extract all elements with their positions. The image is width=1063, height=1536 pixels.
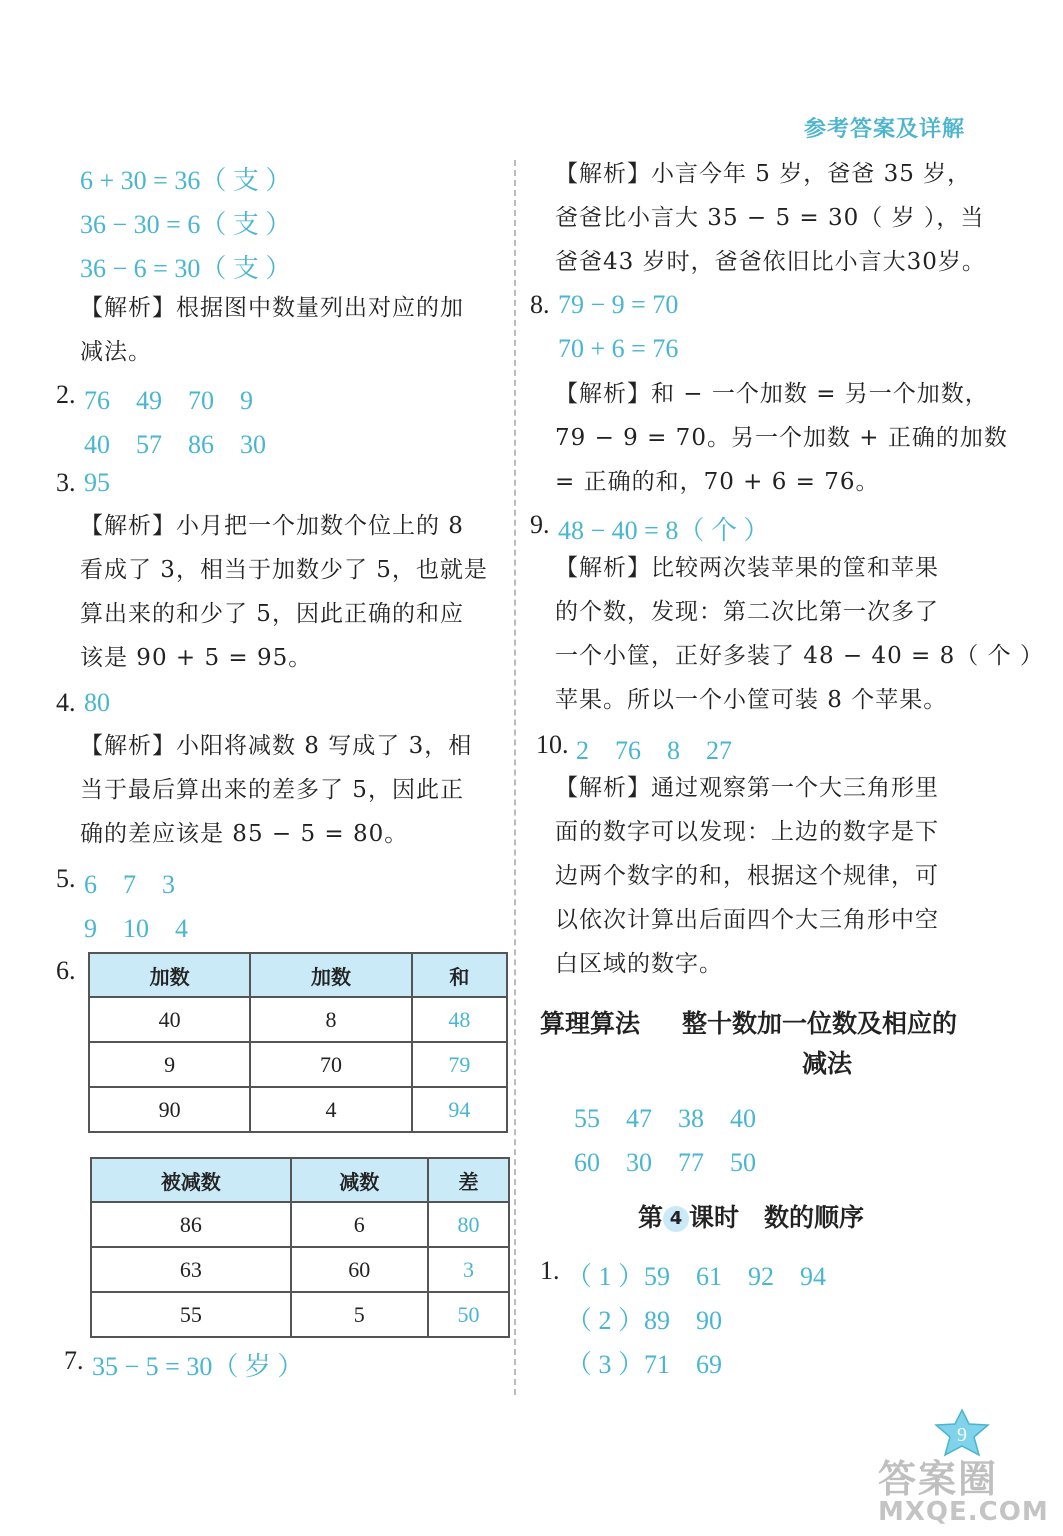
table-cell: 60 [291, 1247, 428, 1292]
question-10-explanation-line-2: 面的数字可以发现：上边的数字是下 [555, 819, 939, 845]
table-cell: 86 [91, 1202, 291, 1247]
table-header: 和 [412, 953, 507, 997]
equation-2: 36 − 30 = 6（ 支 ） [80, 210, 292, 239]
table-cell: 55 [91, 1292, 291, 1337]
question-7-explanation-line-2: 爸爸比小言大 35 − 5 = 30（ 岁 ），当 [555, 205, 985, 231]
question-5-number: 5. [56, 864, 76, 893]
question-10-answer: 2 76 8 27 [576, 736, 733, 765]
question-8-explanation-line-3: = 正确的和，70 + 6 = 76。 [555, 469, 880, 495]
question-9-number: 9. [530, 510, 550, 539]
table-answer-cell: 3 [428, 1247, 509, 1292]
table-header: 减数 [291, 1158, 428, 1202]
lesson-question-1-part-1: （ 1 ）59 61 92 94 [566, 1262, 827, 1291]
table-row [89, 1087, 507, 1132]
table-cell: 6 [291, 1202, 428, 1247]
table-answer-cell: 50 [428, 1292, 509, 1337]
table-row [91, 1202, 509, 1247]
question-3-answer: 95 [84, 468, 110, 497]
question-8-explanation-line-1: 【解析】和 − 一个加数 = 另一个加数， [555, 381, 989, 407]
question-10-explanation-line-1: 【解析】通过观察第一个大三角形里 [555, 775, 939, 801]
question-3-explanation-line-4: 该是 90 + 5 = 95。 [80, 645, 313, 671]
section-title-label: 算理算法 [540, 1009, 641, 1038]
question-9-explanation-line-2: 的个数，发现：第二次比第一次多了 [555, 599, 939, 625]
table-answer-cell: 79 [412, 1042, 507, 1087]
table-row [91, 1247, 509, 1292]
watermark [878, 1448, 1049, 1527]
question-9-explanation-line-3: 一个小筐，正好多装了 48 − 40 = 8（ 个 ） [555, 643, 1044, 669]
watermark-logo-text: 答案圈 [878, 1457, 999, 1501]
table-header: 差 [428, 1158, 509, 1202]
table-cell: 9 [89, 1042, 250, 1087]
question-10-number: 10. [536, 730, 569, 759]
table-cell: 40 [89, 997, 250, 1042]
question-3-explanation-line-3: 算出来的和少了 5，因此正确的和应 [80, 601, 464, 627]
question-8-answer-2: 70 + 6 = 76 [558, 334, 679, 363]
lesson-question-1-part-2: （ 2 ）89 90 [566, 1306, 723, 1335]
table-header: 被减数 [91, 1158, 291, 1202]
table-cell: 70 [250, 1042, 411, 1087]
question-6-number: 6. [56, 956, 76, 985]
table-row [89, 1042, 507, 1087]
table-cell: 63 [91, 1247, 291, 1292]
question-4-number: 4. [56, 688, 76, 717]
table-answer-cell: 80 [428, 1202, 509, 1247]
question-7-explanation-line-1: 【解析】小言今年 5 岁，爸爸 35 岁， [555, 161, 972, 187]
question-2-answer-row-1: 76 49 70 9 [84, 386, 254, 415]
question-5-answer-row-1: 6 7 3 [84, 870, 176, 899]
question-10-explanation-line-3: 边两个数字的和，根据这个规律，可 [555, 863, 939, 889]
question-8-answer-1: 79 − 9 = 70 [558, 290, 679, 319]
table-answer-cell: 94 [412, 1087, 507, 1132]
question-3-number: 3. [56, 468, 76, 497]
question-4-explanation-line-3: 确的差应该是 85 − 5 = 80。 [80, 821, 409, 847]
lesson-question-1-part-3: （ 3 ）71 69 [566, 1350, 723, 1379]
lesson-suffix: 课时 数的顺序 [689, 1203, 865, 1232]
subtraction-table [90, 1157, 510, 1338]
question-7-number: 7. [64, 1346, 84, 1375]
table-cell: 90 [89, 1087, 250, 1132]
question-9-answer: 48 − 40 = 8（ 个 ） [558, 516, 770, 545]
question-10-explanation-line-5: 白区域的数字。 [555, 951, 723, 977]
question-9-explanation-line-1: 【解析】比较两次装苹果的筐和苹果 [555, 555, 939, 581]
page-header: 参考答案及详解 [804, 116, 966, 142]
section-answer-row-1: 55 47 38 40 [574, 1104, 757, 1133]
explanation-1-line-1: 【解析】根据图中数量列出对应的加 [80, 295, 464, 321]
table-cell: 5 [291, 1292, 428, 1337]
question-9-explanation-line-4: 苹果。所以一个小筐可装 8 个苹果。 [555, 687, 948, 713]
equation-1: 6 + 30 = 36（ 支 ） [80, 166, 292, 195]
lesson-title [638, 1198, 864, 1234]
question-5-answer-row-2: 9 10 4 [84, 914, 189, 943]
explanation-1-line-2: 减法。 [80, 339, 152, 365]
question-7-explanation-line-3: 爸爸43 岁时，爸爸依旧比小言大30岁。 [555, 249, 986, 275]
equation-3: 36 − 6 = 30（ 支 ） [80, 254, 292, 283]
table-row [91, 1292, 509, 1337]
column-divider [514, 160, 516, 1395]
page-number: 9 [957, 1424, 967, 1446]
addition-table [88, 952, 508, 1133]
watermark-url: MXQE.COM [878, 1497, 1049, 1527]
question-4-explanation-line-1: 【解析】小阳将减数 8 写成了 3，相 [80, 733, 473, 759]
lesson-number-badge: 4 [663, 1206, 689, 1232]
table-header: 加数 [250, 953, 411, 997]
question-4-explanation-line-2: 当于最后算出来的差多了 5，因此正 [80, 777, 464, 803]
question-8-explanation-line-2: 79 − 9 = 70。另一个加数 + 正确的加数 [555, 425, 1008, 451]
section-answer-row-2: 60 30 77 50 [574, 1148, 757, 1177]
question-3-explanation-line-1: 【解析】小月把一个加数个位上的 8 [80, 513, 464, 539]
table-header: 加数 [89, 953, 250, 997]
lesson-prefix: 第 [638, 1203, 664, 1232]
question-2-answer-row-2: 40 57 86 30 [84, 430, 267, 459]
question-7-answer: 35 − 5 = 30（ 岁 ） [92, 1352, 304, 1381]
lesson-question-1-number: 1. [540, 1256, 560, 1285]
section-title: 整十数加一位数及相应的 [682, 1009, 958, 1038]
section-title-continued: 减法 [802, 1049, 853, 1078]
question-10-explanation-line-4: 以依次计算出后面四个大三角形中空 [555, 907, 939, 933]
table-cell: 8 [250, 997, 411, 1042]
question-4-answer: 80 [84, 688, 110, 717]
table-answer-cell: 48 [412, 997, 507, 1042]
question-2-number: 2. [56, 380, 76, 409]
question-8-number: 8. [530, 290, 550, 319]
table-cell: 4 [250, 1087, 411, 1132]
question-3-explanation-line-2: 看成了 3，相当于加数少了 5，也就是 [80, 557, 488, 583]
table-row [89, 997, 507, 1042]
